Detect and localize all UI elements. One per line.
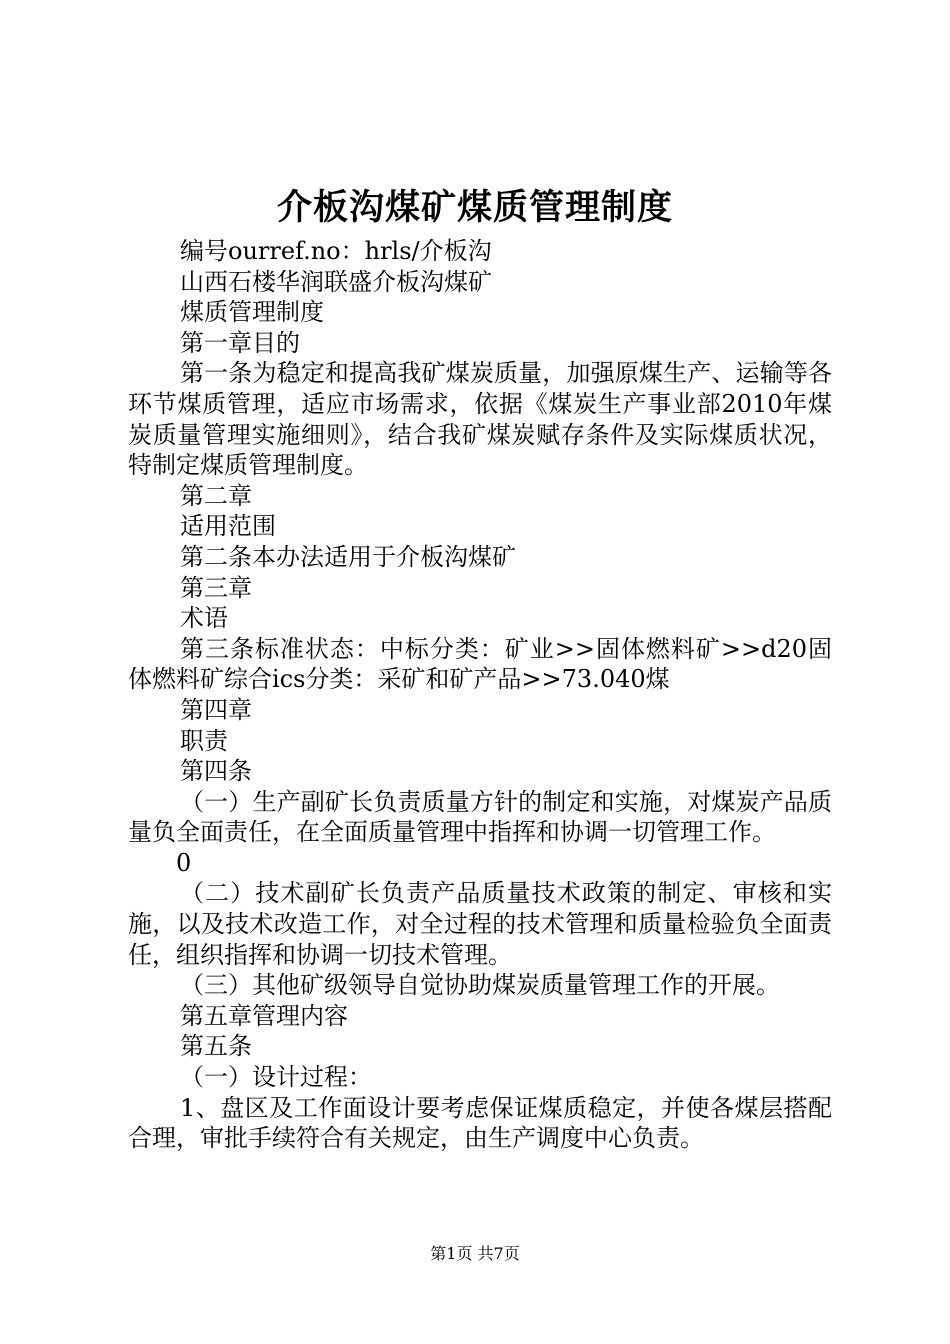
paragraph: 第四条 xyxy=(180,757,252,786)
document-title: 介板沟煤矿煤质管理制度 xyxy=(276,187,673,228)
paragraph: 第二条本办法适用于介板沟煤矿 xyxy=(180,542,516,571)
paragraph: 1、盘区及工作面设计要考虑保证煤质稳定，并使各煤层搭配合理，审批手续符合有关规定，由生产调度中心负责。 xyxy=(128,1093,832,1153)
document-body xyxy=(128,236,832,1154)
paragraph: 第三条标准状态：中标分类：矿业>>固体燃料矿>>d20固体燃料矿综合ics分类：采矿和矿产品>>73.040煤 xyxy=(128,634,832,694)
paragraph: 第五条 xyxy=(180,1032,252,1061)
paragraph: 第五章管理内容 xyxy=(180,1001,348,1030)
paragraph: 编号ourref.no：hrls/介板沟 xyxy=(180,237,492,265)
paragraph: （一）设计过程： xyxy=(180,1063,372,1092)
page-footer: 第1页 共7页 xyxy=(430,1244,520,1263)
paragraph: 第三章 xyxy=(180,573,252,602)
paragraph: 职责 xyxy=(180,726,228,755)
paragraph: （三）其他矿级领导自觉协助煤炭质量管理工作的开展。 xyxy=(180,971,780,1000)
paragraph: 煤质管理制度 xyxy=(180,298,324,327)
paragraph: 第一条为稳定和提高我矿煤炭质量，加强原煤生产、运输等各环节煤质管理，适应市场需求，依据《煤炭生产事业部2010年煤炭质量管理实施细则》，结合我矿煤炭赋存条件及实际煤质状况，特制定煤质管理制度。 xyxy=(128,359,832,480)
paragraph: 适用范围 xyxy=(180,512,276,541)
paragraph: 山西石楼华润联盛介板沟煤矿 xyxy=(180,267,492,296)
paragraph: 第四章 xyxy=(180,695,252,724)
paragraph: （一）生产副矿长负责质量方针的制定和实施，对煤炭产品质量负全面责任，在全面质量管理中指挥和协调一切管理工作。 xyxy=(128,787,832,847)
paragraph: 0 xyxy=(176,848,192,877)
paragraph: 第二章 xyxy=(180,481,252,510)
paragraph: （二）技术副矿长负责产品质量技术政策的制定、审核和实施，以及技术改造工作，对全过程的技术管理和质量检验负全面责任，组织指挥和协调一切技术管理。 xyxy=(128,879,832,969)
paragraph: 术语 xyxy=(180,604,228,633)
paragraph: 第一章目的 xyxy=(180,328,300,357)
